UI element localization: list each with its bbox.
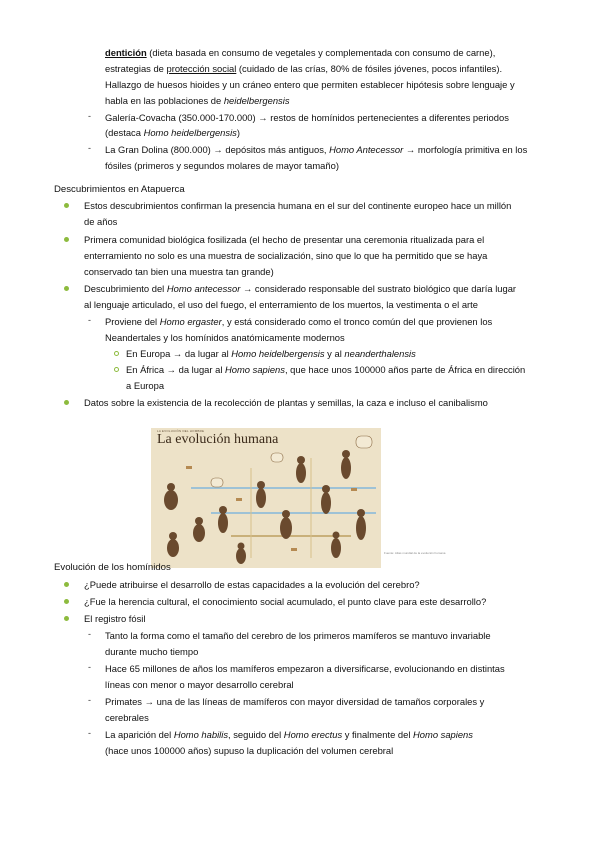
text-line: (destaca Homo heidelbergensis) xyxy=(105,127,240,138)
text-line: Primates → una de las líneas de mamíferos con mayor diversidad de tamaños corporales y xyxy=(105,696,485,707)
evolution-infographic xyxy=(151,428,381,568)
bullet-icon xyxy=(64,203,69,208)
text-line: El registro fósil xyxy=(84,613,146,624)
text-line: líneas con menor o mayor desarrollo cerebral xyxy=(105,679,294,690)
dash-marker: - xyxy=(88,695,91,705)
text-line: habla en las poblaciones de heidelbergensis xyxy=(105,95,290,106)
text-line: Descubrimiento del Homo antecessor → considerado responsable del sustrato biológico que daría lugar xyxy=(84,283,517,294)
text-line: a Europa xyxy=(126,380,165,391)
text-line: estrategias de protección social (cuidado de las crías, 80% de fósiles jóvenes, pocos infantiles). xyxy=(105,63,503,74)
text-line: enterramiento no solo es una muestra de socialización, sino que lo que ha permitido que se haya xyxy=(84,250,488,261)
dash-marker: - xyxy=(88,728,91,738)
circle-bullet-icon xyxy=(114,351,119,356)
dash-marker: - xyxy=(88,662,91,672)
text-line: cerebrales xyxy=(105,712,149,723)
bullet-icon xyxy=(64,599,69,604)
text-line: ¿Fue la herencia cultural, el conocimiento social acumulado, el punto clave para este desarrollo? xyxy=(84,596,487,607)
bullet-icon xyxy=(64,582,69,587)
figure-title: La evolución humana xyxy=(157,432,279,447)
term-dentition: dentición xyxy=(105,47,147,58)
text-line: dentición (dieta basada en consumo de vegetales y complementada con consumo de carne), xyxy=(105,47,496,58)
figure-caption: Fuente: Atlas mundial de la evolución humana xyxy=(384,551,446,555)
bullet-icon xyxy=(64,286,69,291)
section-heading: Evolución de los homínidos xyxy=(54,562,171,573)
text-line: durante mucho tiempo xyxy=(105,646,199,657)
text-line: Hace 65 millones de años los mamíferos empezaron a diversificarse, evolucionando en distintas xyxy=(105,663,505,674)
dash-marker: - xyxy=(88,629,91,639)
bullet-icon xyxy=(64,616,69,621)
text-line: Galería-Covacha (350.000-170.000) → restos de homínidos pertenecientes a diferentes periodos xyxy=(105,112,509,123)
circle-bullet-icon xyxy=(114,367,119,372)
bullet-icon xyxy=(64,400,69,405)
term-social-protection: protección social xyxy=(166,63,237,74)
dash-marker: - xyxy=(88,315,91,325)
section-heading: Descubrimientos en Atapuerca xyxy=(54,184,185,195)
text-line: fósiles (primeros y segundos molares de mayor tamaño) xyxy=(105,160,339,171)
text-line: En África → da lugar al Homo sapiens, que hace unos 100000 años parte de África en dirección xyxy=(126,364,526,375)
text-line: (hace unos 100000 años) supuso la duplicación del volumen cerebral xyxy=(105,745,394,756)
text-line: Estos descubrimientos confirman la presencia humana en el sur del continente europeo hace un millón xyxy=(84,200,512,211)
figure-overline: LA EVOLUCIÓN DEL HOMBRE xyxy=(157,429,205,433)
dash-marker: - xyxy=(88,143,91,153)
text-line: La Gran Dolina (800.000) → depósitos más antiguos, Homo Antecessor → morfología primitiva en los xyxy=(105,144,528,155)
text-line: Hallazgo de huesos hioides y un cráneo entero que permiten establecer hipótesis sobre lenguaje y xyxy=(105,79,515,90)
text-line: En Europa → da lugar al Homo heidelbergensis y al neanderthalensis xyxy=(126,348,416,359)
text-line: Proviene del Homo ergaster, y está considerado como el tronco común del que provienen los xyxy=(105,316,493,327)
text-line: de años xyxy=(84,216,118,227)
bullet-icon xyxy=(64,237,69,242)
text-line: Datos sobre la existencia de la recolección de plantas y semillas, la caza e incluso el canibalismo xyxy=(84,397,488,408)
dash-marker: - xyxy=(88,111,91,121)
text-line: La aparición del Homo habilis, seguido del Homo erectus y finalmente del Homo sapiens xyxy=(105,729,473,740)
text-line: al lenguaje articulado, el uso del fuego, el enterramiento de los muertos, la vestimenta o el arte xyxy=(84,299,478,310)
text-line: ¿Puede atribuirse el desarrollo de estas capacidades a la evolución del cerebro? xyxy=(84,579,420,590)
text-line: Primera comunidad biológica fosilizada (el hecho de presentar una ceremonia ritualizada para el xyxy=(84,234,485,245)
text-line: Tanto la forma como el tamaño del cerebro de los primeros mamíferos se mantuvo invariable xyxy=(105,630,491,641)
evolution-illustration xyxy=(151,428,381,568)
text-line: Neandertales y los homínidos anatómicamente modernos xyxy=(105,332,345,343)
text-line: conservado tan bien una muestra tan grande) xyxy=(84,266,274,277)
